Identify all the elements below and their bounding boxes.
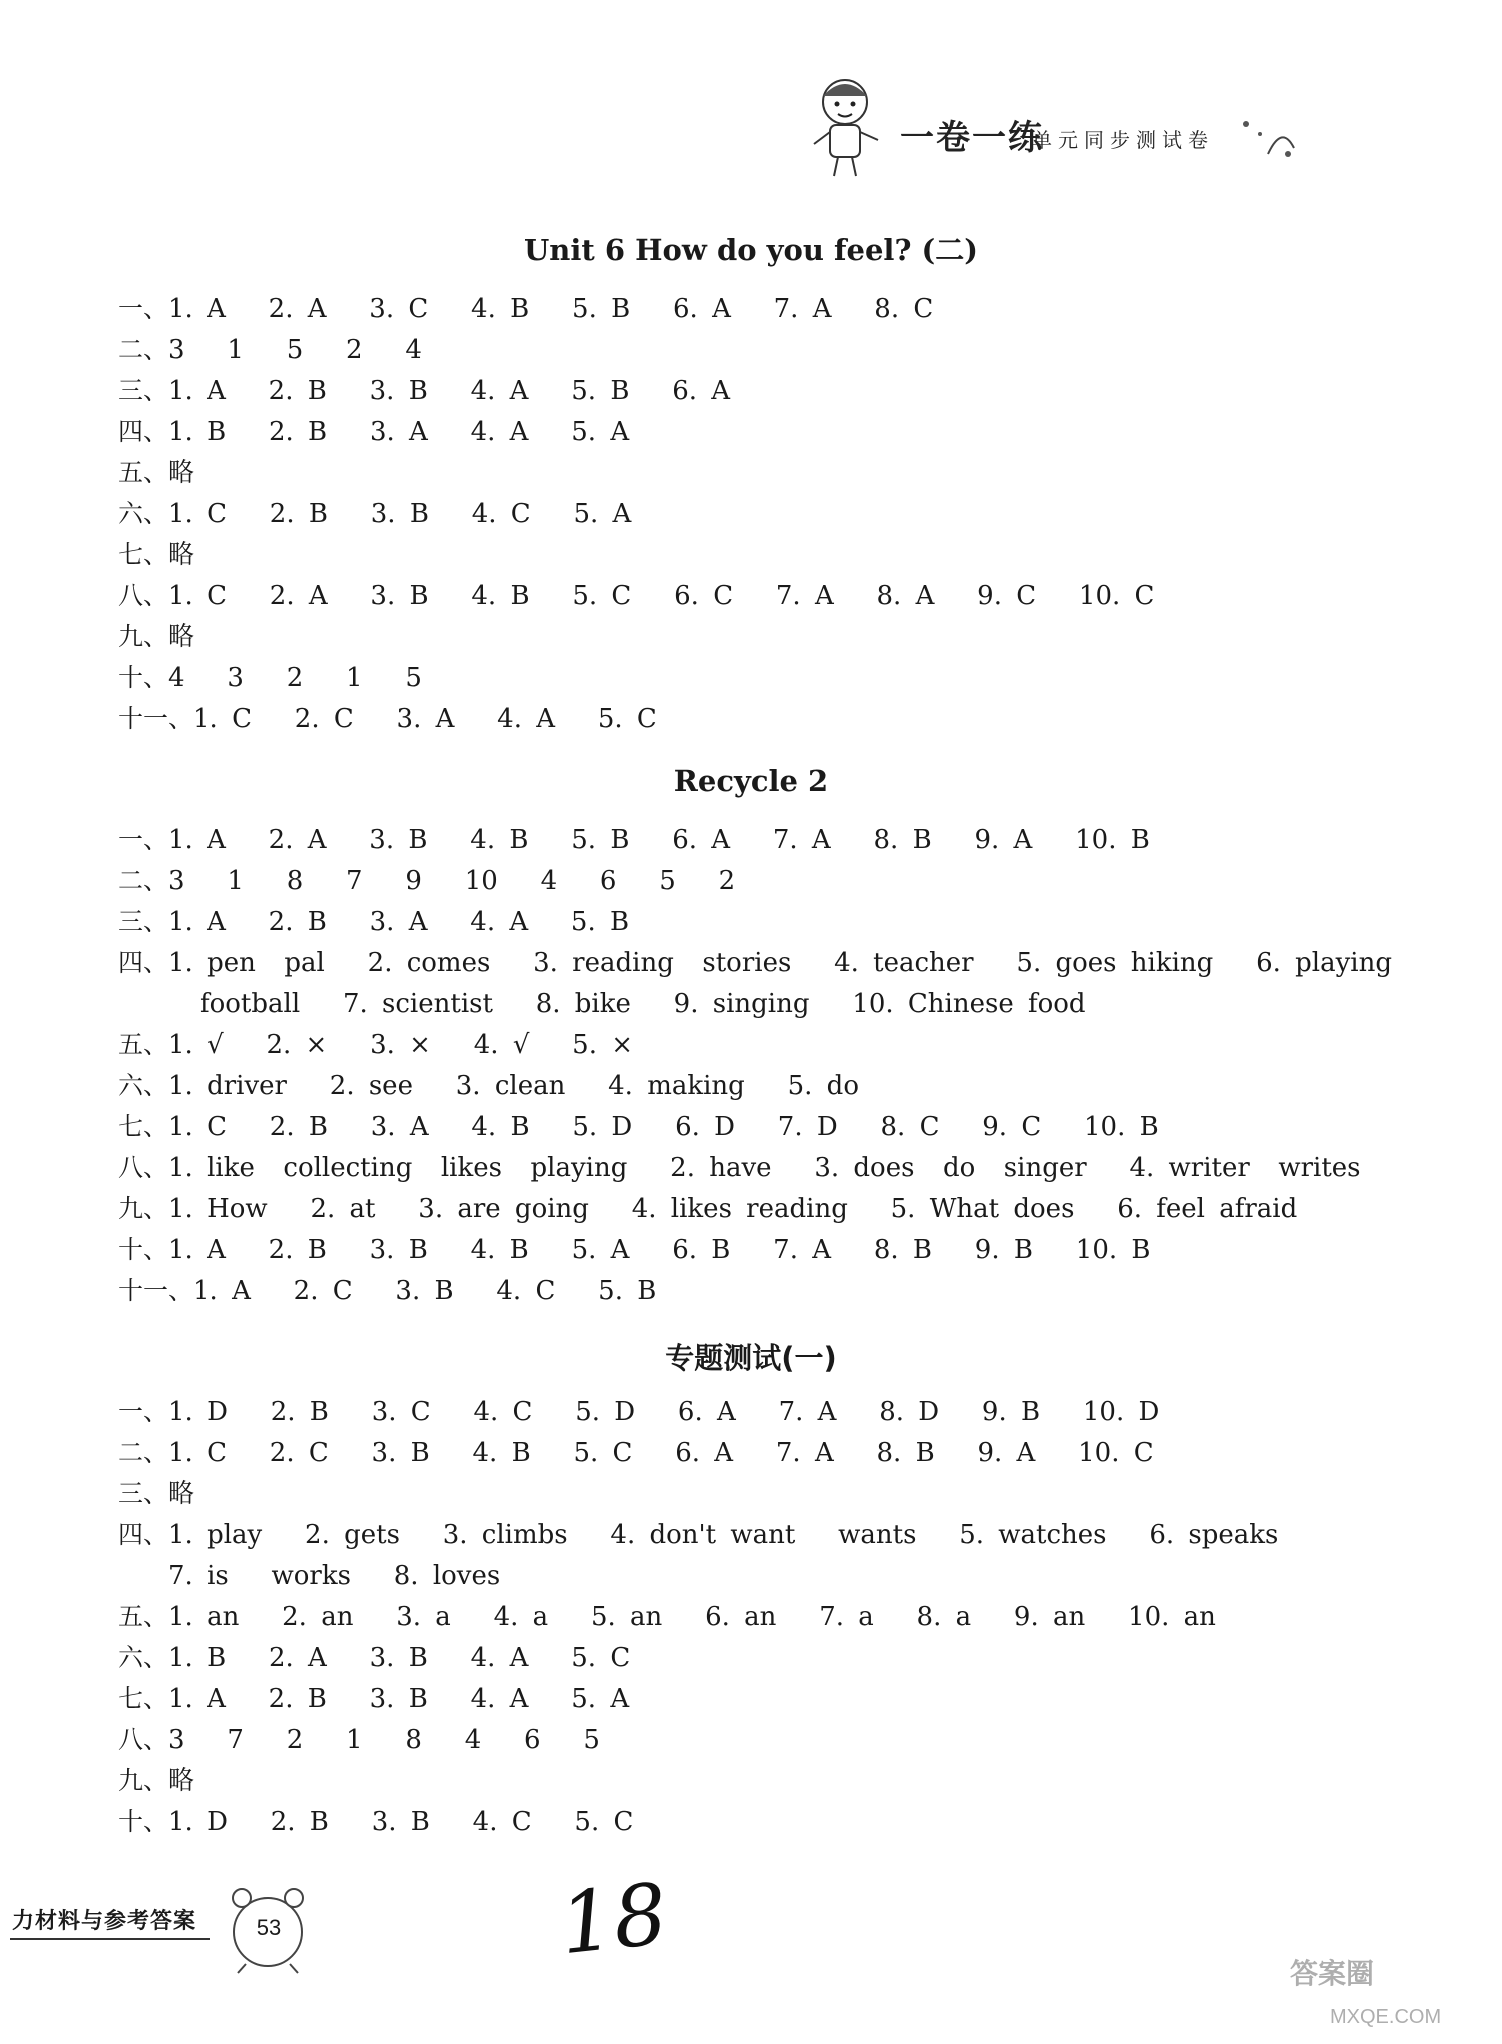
answer-line: 八、3 7 2 1 8 4 6 5 [118, 1725, 600, 1755]
answer-line: 二、3 1 5 2 4 [118, 335, 422, 365]
page-number: 53 [256, 1915, 282, 1940]
sparkle-icon [1238, 114, 1298, 164]
answer-line: 五、略 [118, 458, 195, 488]
answer-line: 八、1. like collecting likes playing 2. have 3. does do singer 4. writer writes [118, 1153, 1361, 1183]
watermark-url: MXQE.COM [1330, 2006, 1442, 2028]
answer-line: 一、1. A 2. A 3. B 4. B 5. B 6. A 7. A 8. B 9. A 10. B [118, 825, 1150, 855]
answer-line: 九、略 [118, 1766, 195, 1796]
answer-line: 七、1. A 2. B 3. B 4. A 5. A [118, 1684, 630, 1714]
answer-line: 四、1. play 2. gets 3. climbs 4. don't want wants 5. watches 6. speaks [118, 1520, 1279, 1550]
section-title: Unit 6 How do you feel? (二) [524, 233, 978, 267]
watermark-logo: 答案圈 [1290, 1957, 1375, 1990]
handwritten-number: 18 [555, 1864, 672, 1974]
answer-line: 七、略 [118, 540, 195, 570]
footer-label: 力材料与参考答案 [12, 1909, 197, 1934]
answer-line: 十、1. A 2. B 3. B 4. B 5. A 6. B 7. A 8. B 9. B 10. B [118, 1235, 1151, 1265]
answer-line: 一、1. D 2. B 3. C 4. C 5. D 6. A 7. A 8. D 9. B 10. D [118, 1397, 1160, 1427]
answer-line: 七、1. C 2. B 3. A 4. B 5. D 6. D 7. D 8. C 9. C 10. B [118, 1112, 1159, 1142]
answer-line: 六、1. B 2. A 3. B 4. A 5. C [118, 1643, 631, 1673]
answer-line: 六、1. C 2. B 3. B 4. C 5. A [118, 499, 632, 529]
section-title: 专题测试(一) [665, 1341, 837, 1375]
answer-line: 三、1. A 2. B 3. B 4. A 5. B 6. A [118, 376, 731, 406]
footer-divider [10, 1938, 210, 1940]
answer-line: 五、1. √ 2. × 3. × 4. √ 5. × [118, 1030, 634, 1060]
answer-line: 十、1. D 2. B 3. B 4. C 5. C [118, 1807, 634, 1837]
answer-line: 四、1. pen pal 2. comes 3. reading stories 4. teacher 5. goes hiking 6. playing [118, 948, 1393, 978]
answer-line-continued: football 7. scientist 8. bike 9. singing 10. Chinese food [200, 989, 1086, 1019]
answer-line: 五、1. an 2. an 3. a 4. a 5. an 6. an 7. a 8. a 9. an 10. an [118, 1602, 1216, 1632]
answer-line: 一、1. A 2. A 3. C 4. B 5. B 6. A 7. A 8. C [118, 294, 934, 324]
answer-line: 四、1. B 2. B 3. A 4. A 5. A [118, 417, 630, 447]
answer-line: 三、1. A 2. B 3. A 4. A 5. B [118, 907, 630, 937]
answer-line: 八、1. C 2. A 3. B 4. B 5. C 6. C 7. A 8. A 9. C 10. C [118, 581, 1155, 611]
answer-line: 二、3 1 8 7 9 10 4 6 5 2 [118, 866, 736, 896]
mascot-icon [800, 70, 890, 180]
answer-line: 六、1. driver 2. see 3. clean 4. making 5. do [118, 1071, 859, 1101]
answer-line: 十、4 3 2 1 5 [118, 663, 422, 693]
answer-line: 九、1. How 2. at 3. are going 4. likes reading 5. What does 6. feel afraid [118, 1194, 1298, 1224]
answer-line: 二、1. C 2. C 3. B 4. B 5. C 6. A 7. A 8. B 9. A 10. C [118, 1438, 1154, 1468]
header [800, 70, 1300, 180]
answer-line-continued: 7. is works 8. loves [168, 1561, 501, 1591]
brand-title: 一卷一练 [900, 118, 1044, 158]
answer-line: 十一、1. A 2. C 3. B 4. C 5. B [118, 1276, 657, 1306]
brand-subtitle: 单元同步测试卷 [1032, 128, 1214, 152]
answer-line: 十一、1. C 2. C 3. A 4. A 5. C [118, 704, 657, 734]
answer-line: 三、略 [118, 1479, 195, 1509]
answer-line: 九、略 [118, 622, 195, 652]
section-title: Recycle 2 [673, 764, 829, 798]
